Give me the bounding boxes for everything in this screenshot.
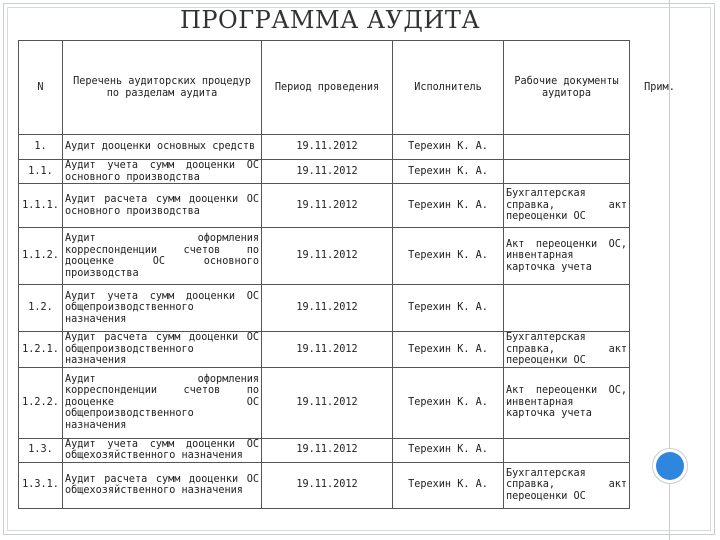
table-row (19, 367, 690, 438)
row-period: 19.11.2012 (262, 438, 393, 462)
row-number: 1.2.1. (19, 332, 63, 368)
row-procedure: Аудит оформления корреспонденции счетов по дооценке ОС основного производства (63, 228, 262, 285)
row-executor: Терехин К. А. (393, 285, 504, 332)
row-procedure: Аудит учета сумм дооценки ОС общехозяйственного назначения (63, 438, 262, 462)
row-note (630, 184, 690, 228)
row-procedure: Аудит расчета сумм дооценки ОС общепроизводственного назначения (63, 332, 262, 368)
table-row (19, 285, 690, 332)
header-executor: Исполнитель (393, 41, 504, 135)
header-num: N (19, 41, 63, 135)
table-row (19, 462, 690, 508)
row-documents (504, 135, 630, 160)
row-documents: Акт переоценки ОС, инвентарная карточка учета (504, 228, 630, 285)
row-period: 19.11.2012 (262, 332, 393, 368)
row-procedure: Аудит дооценки основных средств (63, 135, 262, 160)
row-period: 19.11.2012 (262, 462, 393, 508)
table-row (19, 135, 690, 160)
row-procedure: Аудит расчета сумм дооценки ОС основного производства (63, 184, 262, 228)
row-number: 1.2. (19, 285, 63, 332)
audit-program-table (18, 40, 690, 509)
row-executor: Терехин К. А. (393, 135, 504, 160)
row-period: 19.11.2012 (262, 228, 393, 285)
row-documents (504, 285, 630, 332)
row-procedure: Аудит учета сумм дооценки ОС основного производства (63, 160, 262, 184)
row-procedure: Аудит учета сумм дооценки ОС общепроизводственного назначения (63, 285, 262, 332)
row-period: 19.11.2012 (262, 285, 393, 332)
row-period: 19.11.2012 (262, 367, 393, 438)
row-number: 1.3.1. (19, 462, 63, 508)
row-number: 1.1. (19, 160, 63, 184)
row-number: 1.1.2. (19, 228, 63, 285)
table-row (19, 332, 690, 368)
header-documents: Рабочие документы аудитора (504, 41, 630, 135)
row-executor: Терехин К. А. (393, 160, 504, 184)
table-header-row (19, 41, 690, 135)
row-number: 1.2.2. (19, 367, 63, 438)
row-number: 1.1.1. (19, 184, 63, 228)
table-row (19, 160, 690, 184)
row-documents: Акт переоценки ОС, инвентарная карточка учета (504, 367, 630, 438)
header-procedures: Перечень аудиторских процедур по разделам аудита (63, 41, 262, 135)
page-title: ПРОГРАММА АУДИТА (179, 6, 481, 34)
table-row (19, 184, 690, 228)
header-period: Период проведения (262, 41, 393, 135)
row-period: 19.11.2012 (262, 160, 393, 184)
row-note (630, 438, 690, 462)
row-note (630, 135, 690, 160)
row-documents (504, 160, 630, 184)
row-executor: Терехин К. А. (393, 438, 504, 462)
row-documents (504, 438, 630, 462)
header-note: Прим. (644, 81, 675, 93)
table-row (19, 228, 690, 285)
row-documents: Бухгалтерская справка, акт переоценки ОС (504, 462, 630, 508)
row-procedure: Аудит расчета сумм дооценки ОС общехозяйственного назначения (63, 462, 262, 508)
row-executor: Терехин К. А. (393, 228, 504, 285)
row-documents: Бухгалтерская справка, акт переоценки ОС (504, 332, 630, 368)
row-note (630, 285, 690, 332)
row-note (630, 462, 690, 508)
row-note (630, 332, 690, 368)
row-note (630, 160, 690, 184)
row-period: 19.11.2012 (262, 135, 393, 160)
row-executor: Терехин К. А. (393, 184, 504, 228)
row-period: 19.11.2012 (262, 184, 393, 228)
table-row (19, 438, 690, 462)
row-note (630, 228, 690, 285)
row-number: 1. (19, 135, 63, 160)
row-procedure: Аудит оформления корреспонденции счетов по дооценке ОС общепроизводственного назначения (63, 367, 262, 438)
row-documents: Бухгалтерская справка, акт переоценки ОС (504, 184, 630, 228)
row-executor: Терехин К. А. (393, 367, 504, 438)
row-executor: Терехин К. А. (393, 332, 504, 368)
row-number: 1.3. (19, 438, 63, 462)
row-note (630, 367, 690, 438)
row-executor: Терехин К. А. (393, 462, 504, 508)
